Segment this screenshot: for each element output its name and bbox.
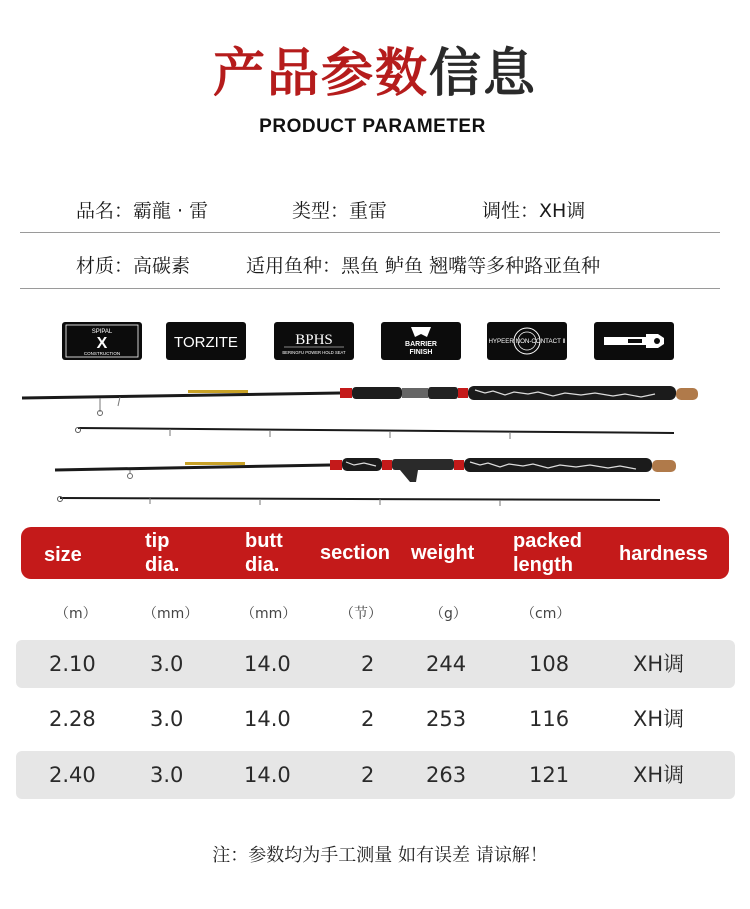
cell-weight: 244 xyxy=(426,652,467,676)
column-header-section: section xyxy=(320,542,391,564)
reel-seat-icon xyxy=(594,322,674,360)
spec-target-fish: 适用鱼种：黑鱼 鲈鱼 翘嘴等多种路亚鱼种 xyxy=(246,255,601,277)
cell-packed-length: 116 xyxy=(529,707,570,731)
torzite-logo xyxy=(166,322,246,360)
unit-tip-dia: （mm） xyxy=(143,606,199,622)
unit-butt-dia: （mm） xyxy=(241,606,297,622)
page-subtitle: PRODUCT PARAMETER xyxy=(259,116,486,137)
badge-main-text: BPHS xyxy=(295,332,333,348)
cell-hardness: XH调 xyxy=(633,707,685,731)
cell-weight: 253 xyxy=(426,707,467,731)
cell-size: 2.10 xyxy=(49,652,96,676)
barrier-finish-logo xyxy=(381,322,461,360)
table-header xyxy=(21,527,729,579)
spiral-x-construction-logo xyxy=(62,322,142,360)
badge-main-text: BARRIER xyxy=(405,341,437,348)
cell-hardness: XH调 xyxy=(633,652,685,676)
column-header-packed-length: packed length xyxy=(513,530,582,576)
badge-bottom-text: FINISH xyxy=(409,349,433,356)
cell-tip-dia: 3.0 xyxy=(150,652,184,676)
rod-illustration xyxy=(0,378,750,508)
badge-main-text: X xyxy=(96,335,108,352)
cell-packed-length: 108 xyxy=(529,652,570,676)
unit-section: （节） xyxy=(340,606,382,622)
measurement-note: 注：参数均为手工测量 如有误差 请谅解！ xyxy=(212,845,548,866)
cell-section: 2 xyxy=(361,707,375,731)
page-title xyxy=(0,42,750,106)
table-row xyxy=(16,695,735,743)
divider xyxy=(20,288,720,289)
column-header-size: size xyxy=(44,544,82,566)
hypeer-non-contact-logo xyxy=(487,322,567,360)
badge-top-text: SPIPAL xyxy=(91,329,113,335)
cell-tip-dia: 3.0 xyxy=(150,707,184,731)
cell-size: 2.40 xyxy=(49,763,96,787)
cell-section: 2 xyxy=(361,652,375,676)
cell-packed-length: 121 xyxy=(529,763,570,787)
unit-packed-length: （cm） xyxy=(521,606,571,622)
casting-rod-tip xyxy=(58,497,661,507)
cell-butt-dia: 14.0 xyxy=(244,707,291,731)
badge-main-text: HYPEER NON-CONTACT Ⅱ xyxy=(488,338,566,345)
cell-size: 2.28 xyxy=(49,707,96,731)
cell-butt-dia: 14.0 xyxy=(244,763,291,787)
spinning-rod xyxy=(22,386,698,416)
bphs-logo xyxy=(274,322,354,360)
column-header-weight: weight xyxy=(411,542,475,564)
unit-weight: （g） xyxy=(430,606,467,622)
divider xyxy=(20,232,720,233)
badge-bottom-text: BERINGFU POWER HOLD SEAT xyxy=(282,350,346,355)
column-header-butt-dia: butt dia. xyxy=(245,530,283,576)
spec-type: 类型：重雷 xyxy=(292,200,388,222)
cell-hardness: XH调 xyxy=(633,763,685,787)
column-header-hardness: hardness xyxy=(619,543,708,565)
casting-rod xyxy=(55,458,676,482)
table-row xyxy=(16,640,735,688)
title-cn-dark: 信息 xyxy=(429,44,538,104)
table-row xyxy=(16,751,735,799)
spinning-rod-tip xyxy=(76,428,675,440)
cell-weight: 263 xyxy=(426,763,467,787)
column-header-tip-dia: tip dia. xyxy=(145,530,180,576)
cell-tip-dia: 3.0 xyxy=(150,763,184,787)
spec-material: 材质：高碳素 xyxy=(76,255,191,277)
cell-section: 2 xyxy=(361,763,375,787)
spec-name: 品名：霸龍 · 雷 xyxy=(76,200,209,222)
badge-bottom-text: CONSTRUCTION xyxy=(83,351,121,356)
spec-action: 调性：XH调 xyxy=(482,200,586,222)
title-cn-red: 产品参数 xyxy=(212,44,429,104)
badge-main-text: TORZITE xyxy=(174,334,238,351)
unit-size: （m） xyxy=(55,606,97,622)
cell-butt-dia: 14.0 xyxy=(244,652,291,676)
